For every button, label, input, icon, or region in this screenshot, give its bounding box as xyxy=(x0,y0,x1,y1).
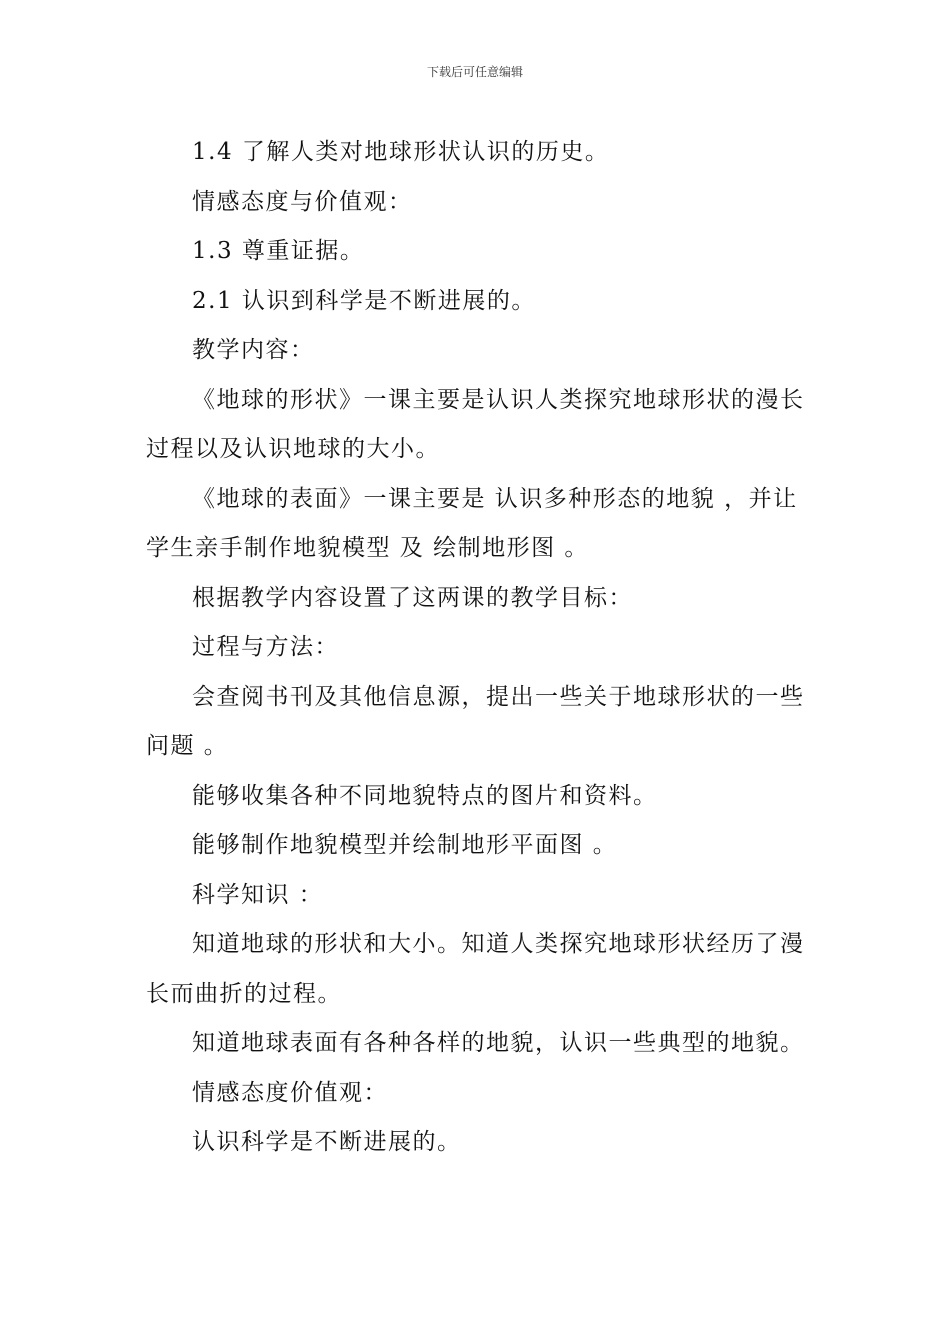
page-header: 下载后可任意编辑 xyxy=(426,65,523,79)
paragraph-earth-surface-lesson: 《地球的表面》一课主要是 认识多种形态的地貌 ，并让学生亲手制作地貌模型 及 绘制地形图 。 xyxy=(146,485,798,561)
paragraph-objective-1-3: 1.3 尊重证据。 xyxy=(192,238,365,264)
document-body xyxy=(146,128,808,1168)
heading-attitude-values: 情感态度与价值观： xyxy=(192,188,413,215)
paragraph-goals-intro: 根据教学内容设置了这两课的教学目标： xyxy=(192,584,633,611)
paragraph-objective-2-1: 2.1 认识到科学是不断进展的。 xyxy=(192,287,536,314)
paragraph-science-progress: 认识科学是不断进展的。 xyxy=(192,1129,462,1155)
paragraph-know-landforms: 知道地球表面有各种各样的地貌，认识一些典型的地貌。 xyxy=(192,1030,805,1056)
heading-science-knowledge: 科学知识 ： xyxy=(192,881,324,908)
paragraph-earth-shape-lesson: 《地球的形状》一课主要是认识人类探究地球形状的漫长过程以及认识地球的大小。 xyxy=(146,386,805,462)
paragraph-collect-pictures: 能够收集各种不同地貌特点的图片和资料。 xyxy=(192,782,658,809)
paragraph-consult-books: 会查阅书刊及其他信息源，提出一些关于地球形状的一些问题 。 xyxy=(146,683,805,759)
heading-teaching-content: 教学内容： xyxy=(192,337,315,363)
paragraph-make-model: 能够制作地貌模型并绘制地形平面图 。 xyxy=(192,832,618,858)
paragraph-know-shape-size: 知道地球的形状和大小。知道人类探究地球形状经历了漫长而曲折的过程。 xyxy=(146,931,805,1007)
heading-process-methods: 过程与方法： xyxy=(192,634,339,660)
heading-attitude-values-2: 情感态度价值观： xyxy=(192,1079,388,1106)
paragraph-objective-1-4: 1.4 了解人类对地球形状认识的历史。 xyxy=(192,139,610,165)
